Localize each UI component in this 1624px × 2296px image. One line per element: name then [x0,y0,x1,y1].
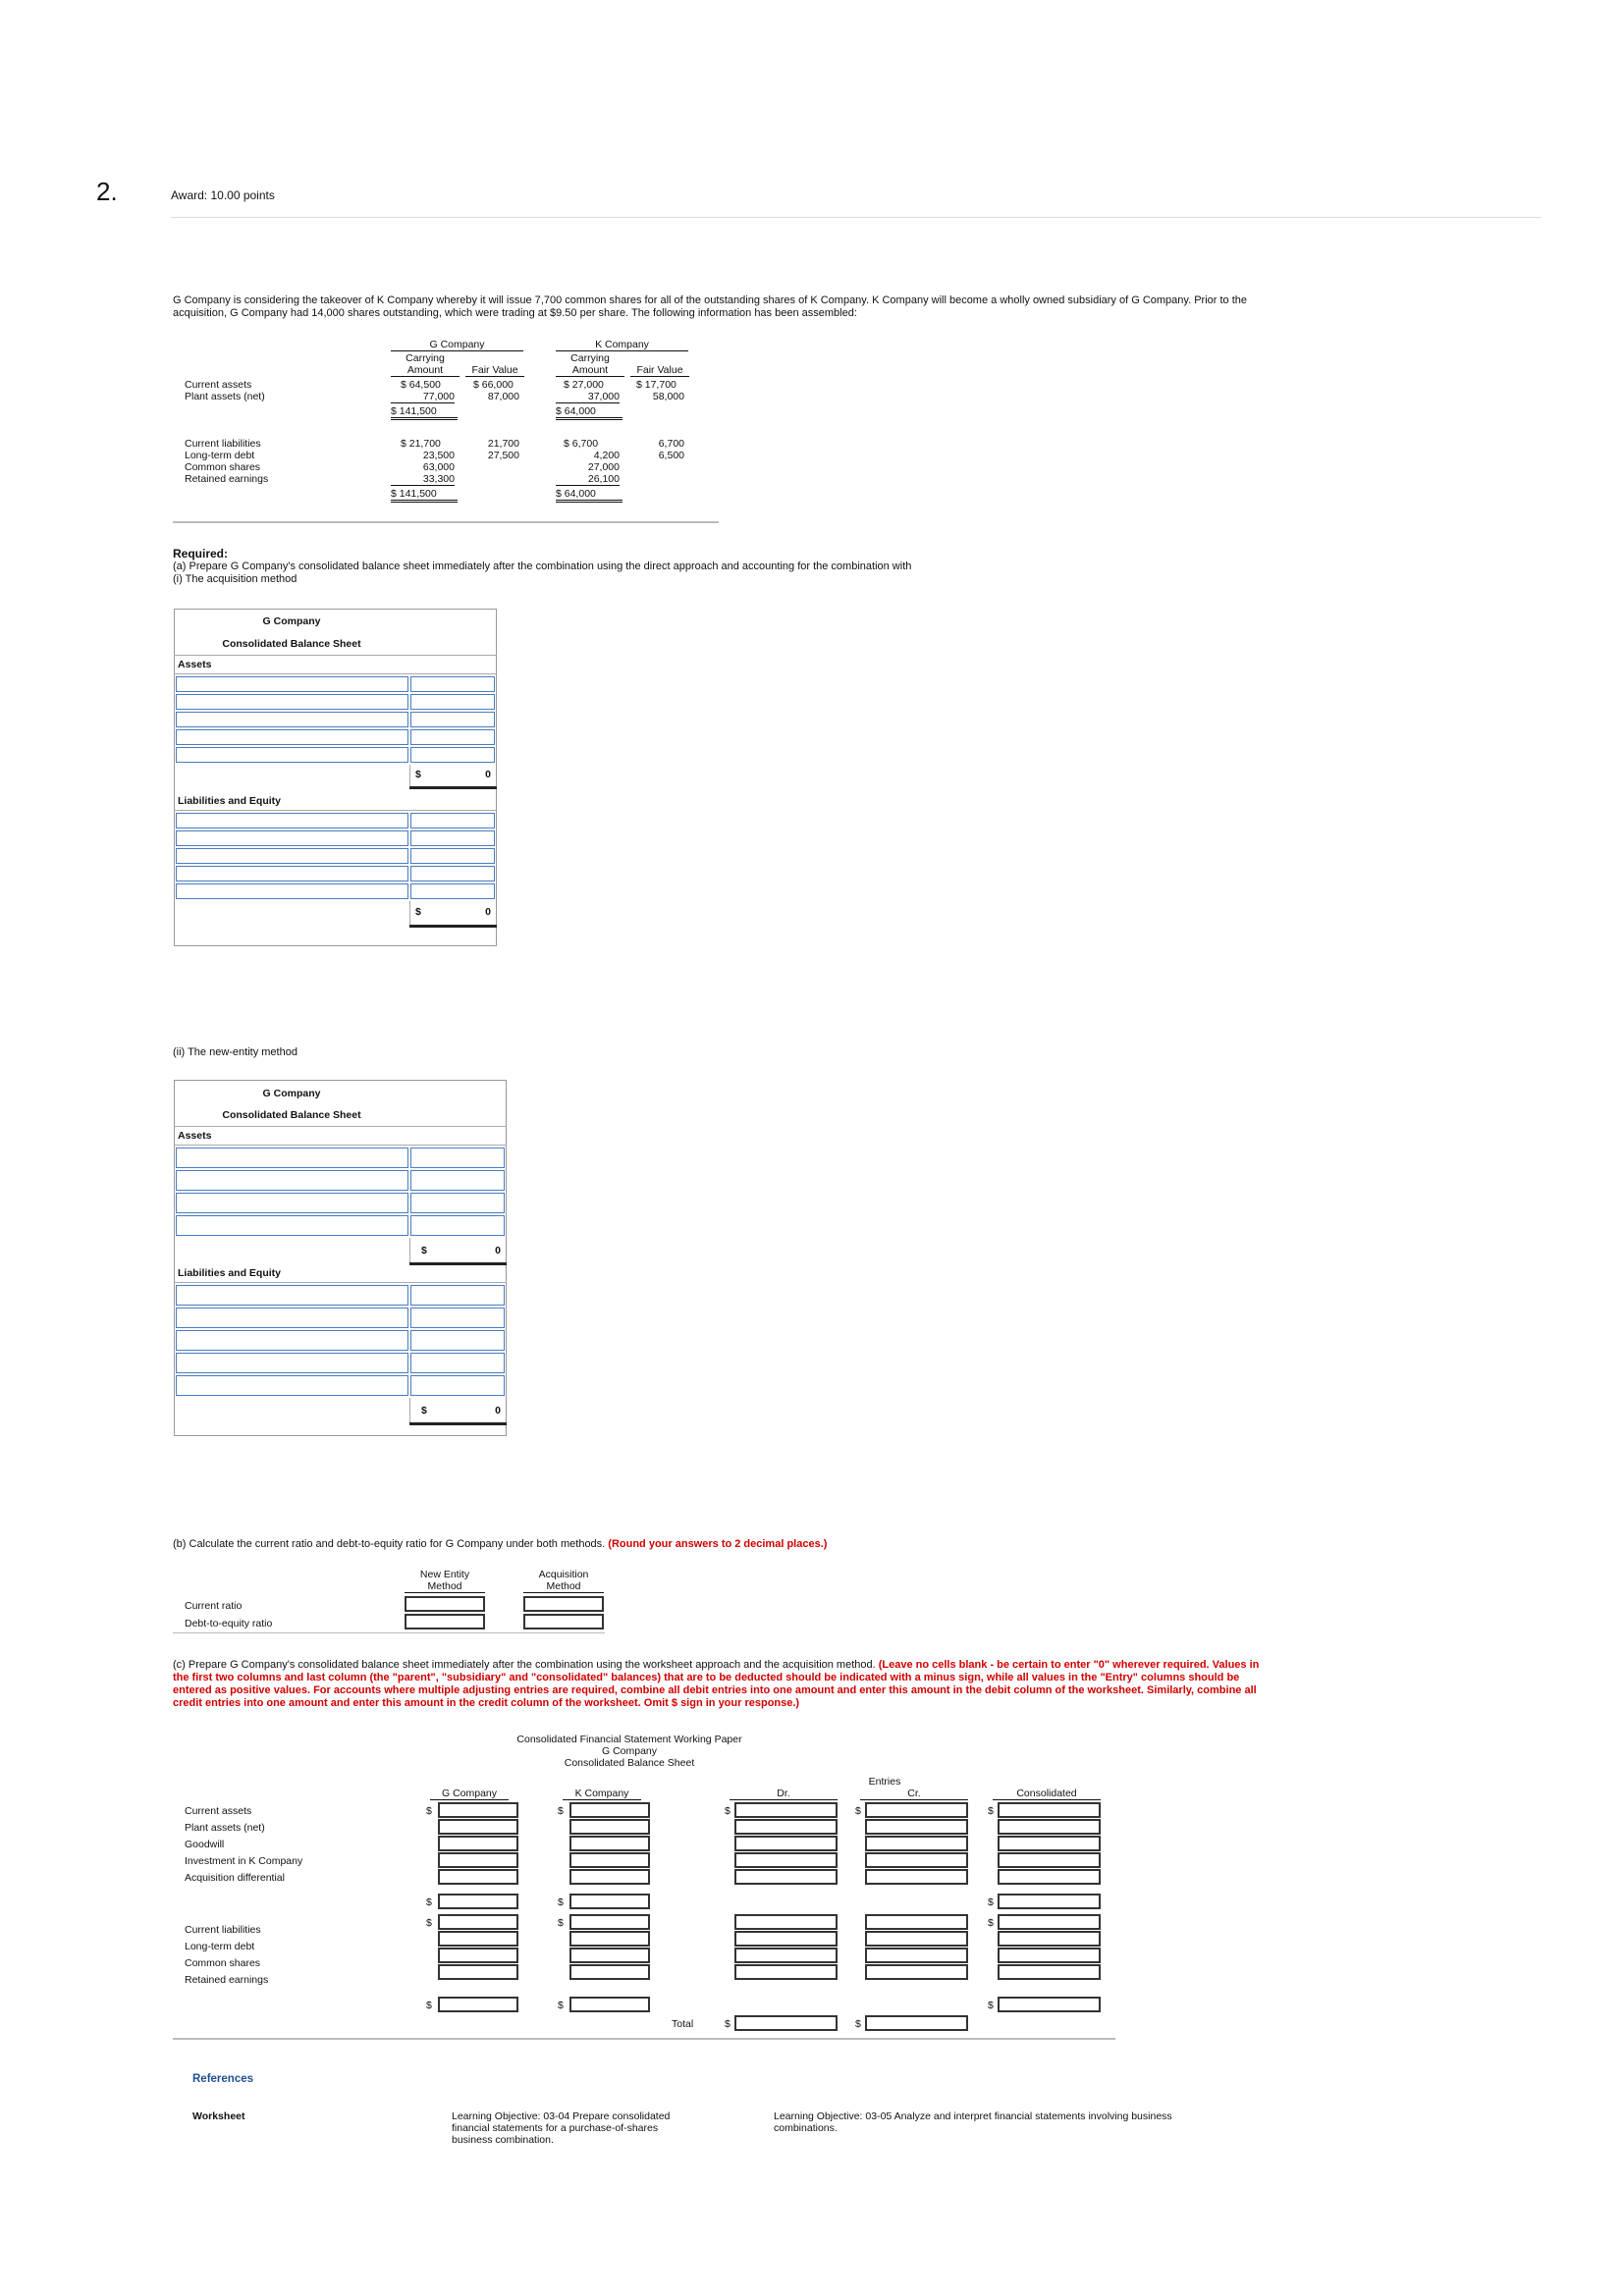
ws-cr-input-4[interactable] [865,1852,968,1868]
cell: $ 21,700 [401,438,441,450]
asset-label-input-1[interactable] [176,1148,408,1168]
liab-label-input-4[interactable] [176,1353,408,1373]
cell: $ 66,000 [473,379,514,391]
cell: $ 64,000 [556,405,623,420]
header-divider [171,217,1542,218]
ws-row-label: Goodwill [185,1839,225,1850]
ws-cr-input-9[interactable] [865,1964,968,1980]
ws-cons-total-assets-input[interactable] [998,1894,1101,1909]
ws-dollar: $ [988,1805,994,1817]
ws-k-current-assets-input[interactable] [569,1802,650,1818]
cell: 6,700 [658,438,684,450]
assets-label: Assets [178,1130,212,1142]
ws-dollar: $ [426,2000,432,2011]
bs-company: G Company [262,615,321,627]
assets-total-value: 0 [495,1245,501,1256]
ws-g-ltd-input[interactable] [438,1931,518,1947]
liab-label-input-2[interactable] [176,1308,408,1328]
ws-k-acq-diff-input[interactable] [569,1869,650,1885]
ws-g-common-input[interactable] [438,1948,518,1963]
ws-dollar: $ [558,1917,564,1929]
ws-cons-plant-assets-input[interactable] [998,1819,1101,1835]
ws-dr-input-7[interactable] [734,1931,838,1947]
k-fair-value-label: Fair Value [630,364,689,377]
ws-row-label: Current liabilities [185,1924,261,1936]
asset-amount-input-2[interactable] [410,694,495,710]
required-ii: (ii) The new-entity method [173,1046,298,1058]
assets-total-value: 0 [485,769,491,780]
cell: $ 141,500 [391,405,458,420]
required-i: (i) The acquisition method [173,573,298,585]
asset-amount-input-5[interactable] [410,747,495,763]
current-ratio-new-entity-input[interactable] [405,1596,485,1612]
references-title: References [192,2073,254,2085]
row-label: Current liabilities [185,438,261,450]
ws-dr-input-2[interactable] [734,1819,838,1835]
ws-g-investment-input[interactable] [438,1852,518,1868]
asset-label-input-2[interactable] [176,694,408,710]
cell: 33,300 [391,473,455,486]
cell: $ 64,500 [401,379,441,391]
ws-dollar: $ [988,1917,994,1929]
liab-amount-input-4[interactable] [410,866,495,881]
ws-k-plant-assets-input[interactable] [569,1819,650,1835]
ws-title-3: Consolidated Balance Sheet [564,1757,695,1769]
ws-g-current-liab-input[interactable] [438,1914,518,1930]
cell: $ 17,700 [636,379,677,391]
required-title: Required: [173,547,229,561]
current-ratio-label: Current ratio [185,1600,243,1612]
liab-label-input-3[interactable] [176,848,408,864]
cell: 87,000 [487,391,519,402]
asset-amount-input-1[interactable] [410,676,495,692]
liab-amount-input-3[interactable] [410,848,495,864]
part-b-text: (b) Calculate the current ratio and debt-to-equity ratio for G Company under both methods. [173,1538,606,1550]
ws-g-retained-input[interactable] [438,1964,518,1980]
col-new-entity-2: Method [405,1580,485,1593]
asset-label-input-5[interactable] [176,747,408,763]
part-c-note-4: credit entries into one amount and enter this amount in the credit column of the worksheet. Omit $ sign in your response.) [173,1697,800,1709]
cell: 27,500 [487,450,519,461]
ws-g-plant-assets-input[interactable] [438,1819,518,1835]
g-company-header: G Company [391,339,523,351]
ws-k-ltd-input[interactable] [569,1931,650,1947]
liab-total-dollar: $ [415,906,421,918]
part-c-note-3: entered as positive values. For accounts where multiple adjusting entries are required, combine all debit entries into one amount and enter this amount in the debit column of the worksheet. Similarly, combine all [173,1684,1257,1696]
ws-col-g: G Company [430,1788,509,1800]
row-label: Plant assets (net) [185,391,265,402]
asset-amount-input-3[interactable] [410,1193,505,1213]
ws-g-total-le-input[interactable] [438,1997,518,2012]
part-b-divider [173,1632,605,1633]
info-table [173,339,719,525]
ws-cr-input-6[interactable] [865,1914,968,1930]
ws-cons-common-input[interactable] [998,1948,1101,1963]
cell: 4,200 [593,450,620,461]
ws-col-dr: Dr. [730,1788,838,1800]
cell: 27,000 [587,461,620,473]
debt-equity-acquisition-input[interactable] [523,1614,604,1629]
ws-dr-input-4[interactable] [734,1852,838,1868]
liab-amount-input-2[interactable] [410,830,495,846]
liabilities-equity-label: Liabilities and Equity [178,1267,282,1279]
ws-cons-goodwill-input[interactable] [998,1836,1101,1851]
ws-cr-total-input[interactable] [865,2015,968,2031]
row-label: Current assets [185,379,252,391]
col-acquisition-2: Method [523,1580,604,1593]
ws-cons-ltd-input[interactable] [998,1931,1101,1947]
ws-dr-input-6[interactable] [734,1914,838,1930]
ws-dollar: $ [426,1917,432,1929]
ws-g-total-assets-input[interactable] [438,1894,518,1909]
ws-dr-input-5[interactable] [734,1869,838,1885]
cell: 63,000 [422,461,455,473]
ws-cons-acq-diff-input[interactable] [998,1869,1101,1885]
assets-label: Assets [178,659,212,670]
ws-k-goodwill-input[interactable] [569,1836,650,1851]
lo-1-line-2: financial statements for a purchase-of-shares [452,2122,659,2134]
ws-cr-input-3[interactable] [865,1836,968,1851]
ws-g-acq-diff-input[interactable] [438,1869,518,1885]
g-carrying-label: Carrying [406,352,445,364]
row-label: Common shares [185,461,261,473]
award-points: Award: 10.00 points [171,188,275,202]
ws-entries-header: Entries [868,1776,901,1788]
liab-label-input-5[interactable] [176,883,408,899]
k-company-header: K Company [556,339,688,351]
row-label: Retained earnings [185,473,269,485]
cell: $ 141,500 [391,488,458,503]
liab-total-value: 0 [495,1405,501,1416]
ws-row-label: Current assets [185,1805,252,1817]
bs-title: Consolidated Balance Sheet [222,1109,361,1121]
liab-label-input-2[interactable] [176,830,408,846]
ws-k-common-input[interactable] [569,1948,650,1963]
part-c-note-2: the first two columns and last column (the "parent", "subsidiary" and "consolidated" balances) that are to be deducted should be indicated with a minus sign, while all values in the "Entry" columns should be [173,1672,1240,1683]
lo-2-line-1: Learning Objective: 03-05 Analyze and interpret financial statements involving business [774,2110,1172,2122]
liab-amount-input-4[interactable] [410,1353,505,1373]
asset-label-input-4[interactable] [176,729,408,745]
ws-title-1: Consolidated Financial Statement Working Paper [516,1734,742,1745]
k-carrying-label: Carrying [570,352,610,364]
ws-cr-input-8[interactable] [865,1948,968,1963]
assets-total-dollar: $ [421,1245,427,1256]
ws-cons-investment-input[interactable] [998,1852,1101,1868]
asset-label-input-2[interactable] [176,1170,408,1191]
cell: 26,100 [556,473,620,486]
liabilities-equity-label: Liabilities and Equity [178,795,282,807]
part-c-line-1 [173,1659,1259,1672]
cell: $ 64,000 [556,488,623,503]
ws-k-total-assets-input[interactable] [569,1894,650,1909]
assets-total-dollar: $ [415,769,421,780]
part-c-text: (c) Prepare G Company's consolidated balance sheet immediately after the combination using the worksheet approach and the acquisition method. [173,1659,876,1671]
ws-k-investment-input[interactable] [569,1852,650,1868]
liab-total-value: 0 [485,906,491,918]
ws-col-k: K Company [563,1788,641,1800]
bs-title: Consolidated Balance Sheet [222,638,361,650]
asset-label-input-3[interactable] [176,1193,408,1213]
ws-dollar: $ [988,1896,994,1908]
g-amount-label: Amount [391,364,460,377]
ws-k-total-le-input[interactable] [569,1997,650,2012]
ws-row-label: Retained earnings [185,1974,269,1986]
references-worksheet[interactable]: Worksheet [192,2110,245,2122]
ws-dollar: $ [426,1805,432,1817]
ws-cons-current-liab-input[interactable] [998,1914,1101,1930]
ws-dr-input-9[interactable] [734,1964,838,1980]
ws-row-label: Long-term debt [185,1941,255,1952]
info-table-divider [173,521,719,523]
ws-col-consolidated: Consolidated [993,1788,1101,1800]
ws-cr-input-2[interactable] [865,1819,968,1835]
asset-label-input-3[interactable] [176,712,408,727]
liab-amount-input-2[interactable] [410,1308,505,1328]
lo-2-line-2: combinations. [774,2122,838,2134]
col-acquisition-1: Acquisition [538,1569,589,1580]
liab-total-dollar: $ [421,1405,427,1416]
ws-col-cr: Cr. [860,1788,968,1800]
liab-amount-input-5[interactable] [410,1375,505,1396]
ws-dollar: $ [558,2000,564,2011]
cell: 77,000 [391,391,455,403]
required-a: (a) Prepare G Company's consolidated balance sheet immediately after the combination using the direct approach and accounting for the combination with [173,561,912,572]
ws-row-label: Plant assets (net) [185,1822,265,1834]
ws-dollar: $ [558,1896,564,1908]
ws-cr-input-1[interactable] [865,1802,968,1818]
cell: 58,000 [652,391,684,402]
cell: 6,500 [658,450,684,461]
ws-g-current-assets-input[interactable] [438,1802,518,1818]
lo-1-line-1: Learning Objective: 03-04 Prepare consolidated [452,2110,671,2122]
ws-cons-retained-input[interactable] [998,1964,1101,1980]
ws-row-label: Acquisition differential [185,1872,285,1884]
ws-dollar: $ [855,1805,861,1817]
ws-dollar: $ [855,2018,861,2030]
asset-amount-input-3[interactable] [410,712,495,727]
balance-sheet-acquisition [174,609,498,948]
ws-total-label: Total [672,2018,694,2030]
ws-dr-input-8[interactable] [734,1948,838,1963]
liab-label-input-1[interactable] [176,813,408,828]
asset-amount-input-1[interactable] [410,1148,505,1168]
g-fair-value-label: Fair Value [465,364,524,377]
lo-1-line-3: business combination. [452,2134,554,2146]
liab-label-input-3[interactable] [176,1330,408,1351]
ws-row-label: Investment in K Company [185,1855,303,1867]
asset-amount-input-4[interactable] [410,1215,505,1236]
ws-row-label: Common shares [185,1957,261,1969]
ws-g-goodwill-input[interactable] [438,1836,518,1851]
liab-label-input-1[interactable] [176,1285,408,1306]
liab-amount-input-5[interactable] [410,883,495,899]
ws-dollar: $ [426,1896,432,1908]
asset-amount-input-2[interactable] [410,1170,505,1191]
ws-dollar: $ [725,1805,731,1817]
part-b-prompt [173,1538,827,1551]
worksheet [173,1728,1115,2052]
row-label: Long-term debt [185,450,255,461]
liab-amount-input-3[interactable] [410,1330,505,1351]
ws-cr-input-7[interactable] [865,1931,968,1947]
asset-label-input-4[interactable] [176,1215,408,1236]
bs-company: G Company [262,1088,321,1099]
ws-dr-total-input[interactable] [734,2015,838,2031]
intro-line-1: G Company is considering the takeover of K Company whereby it will issue 7,700 common shares for all of the outstanding shares of K Company. K Company will become a wholly owned subsidiary of G Company. Prior to the [173,294,1248,306]
cell: 21,700 [487,438,519,450]
ws-dr-input-3[interactable] [734,1836,838,1851]
worksheet-divider [173,2038,1115,2040]
ws-k-current-liab-input[interactable] [569,1914,650,1930]
ws-k-retained-input[interactable] [569,1964,650,1980]
balance-sheet-new-entity [174,1080,508,1438]
asset-amount-input-4[interactable] [410,729,495,745]
ws-cr-input-5[interactable] [865,1869,968,1885]
cell: 37,000 [556,391,620,403]
liab-label-input-5[interactable] [176,1375,408,1396]
ws-title-2: G Company [601,1745,658,1757]
ws-cons-total-le-input[interactable] [998,1997,1101,2012]
part-c-note-1: (Leave no cells blank - be certain to enter "0" wherever required. Values in [878,1659,1260,1671]
col-new-entity-1: New Entity [419,1569,470,1580]
ws-cons-current-assets-input[interactable] [998,1802,1101,1818]
debt-equity-label: Debt-to-equity ratio [185,1618,273,1629]
question-number: 2. [96,177,118,206]
cell: $ 6,700 [564,438,599,450]
current-ratio-acquisition-input[interactable] [523,1596,604,1612]
part-b-note: (Round your answers to 2 decimal places.) [608,1538,828,1550]
liab-amount-input-1[interactable] [410,813,495,828]
ws-dollar: $ [725,2018,731,2030]
asset-label-input-1[interactable] [176,676,408,692]
liab-amount-input-1[interactable] [410,1285,505,1306]
ws-dollar: $ [988,2000,994,2011]
cell: $ 27,000 [564,379,604,391]
ws-dollar: $ [558,1805,564,1817]
cell: 23,500 [422,450,455,461]
debt-equity-new-entity-input[interactable] [405,1614,485,1629]
ws-dr-input-1[interactable] [734,1802,838,1818]
intro-line-2: acquisition, G Company had 14,000 shares outstanding, which were trading at $9.50 per share. The following information has been assembled: [173,307,857,319]
liab-label-input-4[interactable] [176,866,408,881]
k-amount-label: Amount [556,364,624,377]
